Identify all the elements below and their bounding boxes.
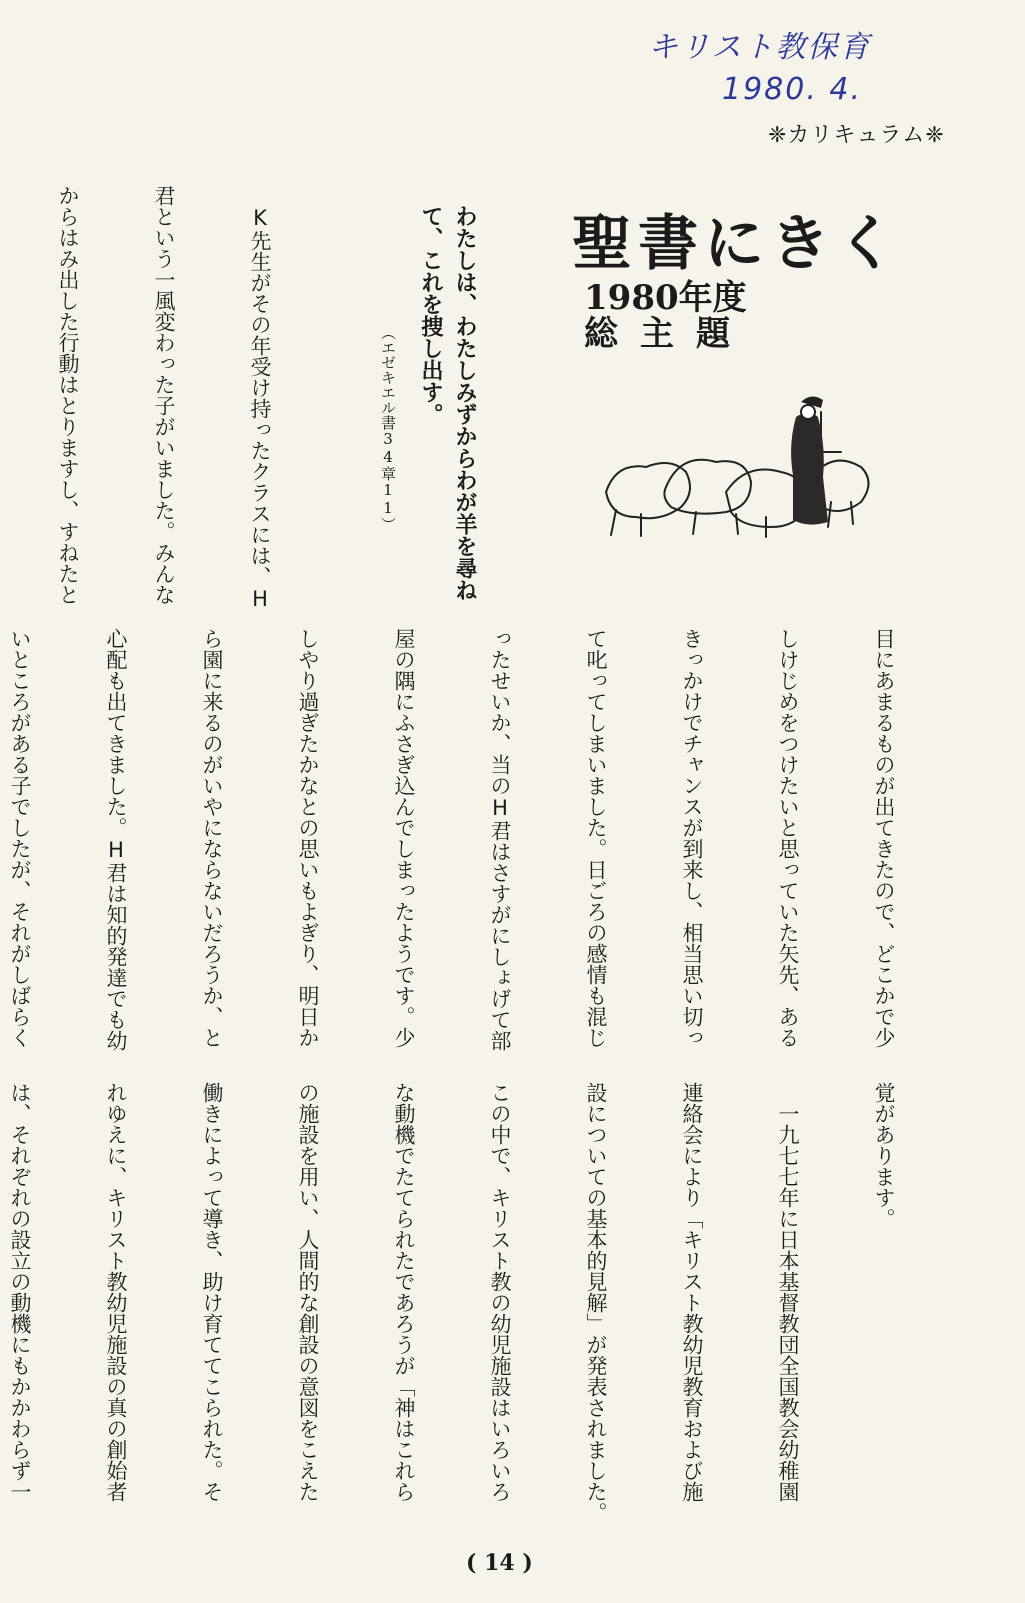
section-label: ❈カリキュラム❈ — [768, 123, 945, 148]
page-title: 聖書にきく — [572, 209, 902, 279]
text-line: 一九七七年に日本基督教団全国教会幼稚園 — [776, 1082, 800, 1502]
theme-label: 総主題 — [584, 314, 752, 354]
page-number: ( 14 ) — [466, 1550, 533, 1576]
text-line: しけじめをつけたいと思っていた矢先、ある — [776, 628, 800, 1048]
text-line: 目にあまるものが出てきたので、どこかで少 — [872, 628, 896, 1048]
text-line: この中で、キリスト教の幼児施設はいろいろ — [488, 1082, 512, 1502]
text-line: 心配も出てきました。H君は知的発達でも幼 — [104, 628, 128, 1051]
text-line: 君という一風変わった子がいました。みんな — [152, 185, 176, 605]
text-line: からはみ出した行動はとりますし、すねたと — [56, 185, 80, 605]
text-line: 設についての基本的見解」が発表されました。 — [584, 1082, 608, 1523]
text-line: ったせいか、当のH君はさすがにしょげて部 — [488, 628, 512, 1051]
text-line: は、それぞれの設立の動機にもかかわらず一 — [8, 1082, 32, 1502]
text-line: しやり過ぎたかなとの思いもよぎり、明日か — [296, 628, 320, 1048]
verse-source: （エゼキエル書34章11） — [379, 325, 397, 532]
body-column-top — [44, 185, 340, 611]
text-line: て叱ってしまいました。日ごろの感情も混じ — [584, 628, 608, 1048]
shepherd-illustration — [596, 392, 886, 542]
text-line: 連絡会により「キリスト教幼児教育および施 — [680, 1082, 704, 1502]
body-column-middle — [8, 628, 964, 1051]
text-line: きっかけでチャンスが到来し、相当思い切っ — [680, 628, 704, 1048]
text-line: の施設を用い、人間的な創設の意図をこえた — [296, 1082, 320, 1502]
text-line: 覚があります。 — [872, 1082, 896, 1229]
text-line: 働きによって導き、助け育ててこられた。そ — [200, 1082, 224, 1502]
text-line: れゆえに、キリスト教幼児施設の真の創始者 — [104, 1082, 128, 1502]
text-line: な動機でたてられたであろうが「神はこれら — [392, 1082, 416, 1502]
verse-line-1: わたしは、わたしみずからわが羊を尋ね — [452, 205, 477, 601]
text-line: K先生がその年受け持ったクラスには、H — [248, 185, 272, 611]
handwritten-note-date: 1980. 4. — [722, 72, 863, 107]
theme-year: 1980年度 — [584, 278, 747, 318]
verse-line-2: て、これを捜し出す。 — [418, 205, 443, 425]
body-column-bottom — [8, 1082, 964, 1523]
text-line: ら園に来るのがいやにならないだろうか、と — [200, 628, 224, 1048]
text-line: いところがある子でしたが、それがしばらく — [8, 628, 32, 1048]
text-line: 屋の隅にふさぎ込んでしまったようです。少 — [392, 628, 416, 1048]
handwritten-note-title: キリスト教保育 — [648, 30, 872, 65]
